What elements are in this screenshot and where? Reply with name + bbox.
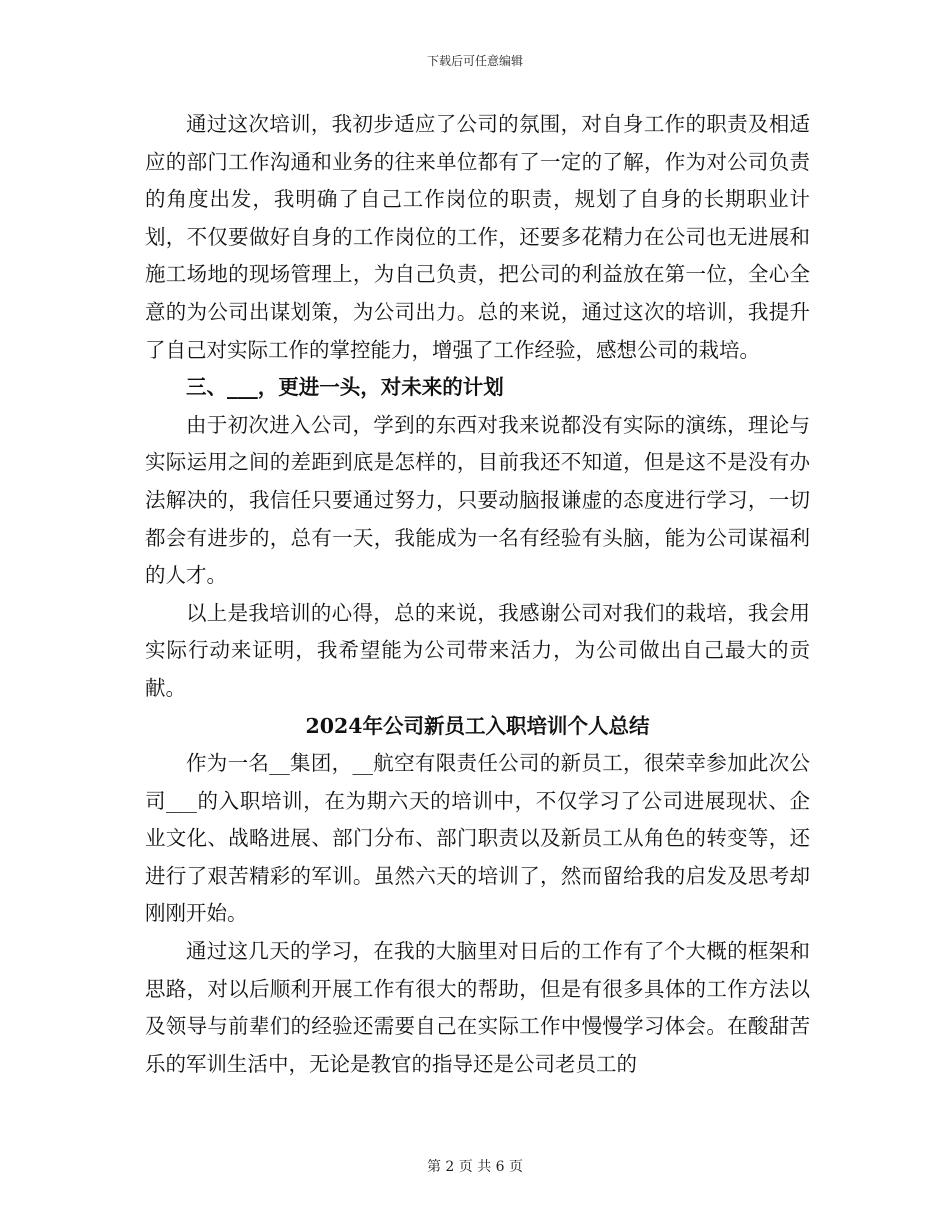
paragraph-future-plan: 由于初次进入公司，学到的东西对我来说都没有实际的演练，理论与实际运用之间的差距到底是怎样的，目前我还不知道，但是这不是没有办法解决的，我信任只要通过努力，只要动脑报谦虚的态度进行学习，一切都会有进步的，总有一天，我能成为一名有经验有头脑，能为公司谋福利的人才。 — [145, 412, 810, 588]
article-title: 2024年公司新员工入职培训个人总结 — [305, 713, 650, 738]
paragraph-intro: 作为一名__集团，__航空有限责任公司的新员工，很荣幸参加此次公司___的入职培训，在为期六天的培训中，不仅学习了公司进展现状、企业文化、战略进展、部门分布、部门职责以及新员工从角色的转变等，还进行了艰苦精彩的军训。虽然六天的培训了，然而留给我的启发及思考却刚刚开始。 — [145, 751, 810, 926]
document-body — [145, 106, 810, 1083]
paragraph-conclusion: 以上是我培训的心得，总的来说，我感谢公司对我们的栽培，我会用实际行动来证明，我希望能为公司带来活力，为公司做出自己最大的贡献。 — [145, 600, 810, 700]
page-header: 下载后可任意编辑 — [426, 54, 523, 68]
section-heading-future-plan: 三、___，更进一头，对未来的计划 — [186, 375, 504, 400]
paragraph-learning: 通过这几天的学习，在我的大脑里对日后的工作有了个大概的框架和思路，对以后顺利开展工作有很大的帮助，但是有很多具体的工作方法以及领导与前辈们的经验还需要自己在实际工作中慢慢学习体会。在酸甜苦乐的军训生活中，无论是教官的指导还是公司老员工的 — [145, 939, 810, 1076]
page-footer: 第 2 页 共 6 页 — [426, 1159, 524, 1175]
paragraph-training-summary: 通过这次培训，我初步适应了公司的氛围，对自身工作的职责及相适应的部门工作沟通和业务的往来单位都有了一定的了解，作为对公司负责的角度出发，我明确了自己工作岗位的职责，规划了自身的长期职业计划，不仅要做好自身的工作岗位的工作，还要多花精力在公司也无进展和施工场地的现场管理上，为自己负责，把公司的利益放在第一位，全心全意的为公司出谋划策，为公司出力。总的来说，通过这次的培训，我提升了自己对实际工作的掌控能力，增强了工作经验，感想公司的栽培。 — [145, 112, 810, 362]
